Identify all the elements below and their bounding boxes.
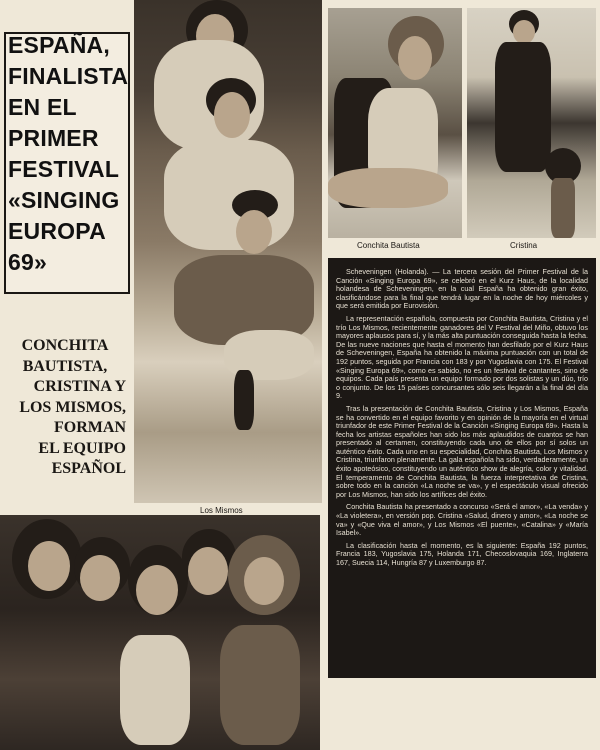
photo-los-mismos — [134, 0, 322, 503]
photo-group — [0, 515, 320, 750]
figure-shape — [214, 92, 250, 138]
headline-line: «SINGING — [8, 187, 120, 213]
article-paragraph: La representación española, compuesta por Conchita Bautista, Cristina y el trío Los Mismos, recientemente ganadores del V Festival del Miño, obtuvo los mayores aplausos para sí, y la más alta puntuación conseguida hasta la fecha. De las nueve naciones que hasta el momento han desfilado por el Kurz Haus de Scheveningen, España ha obtenido la máxima puntuación con un total de 192 puntos, seguida por Francia con 183 y por Yugoslavia con 175. El Festival «Singing Europa 69», como es sabido, no es un festival de cantantes, sino de equipos. Cada país presenta un equipo formado por dos solistas y un dúo, trío o conjunto. De los 15 países concursantes sólo seis llegarán a la final del día 9. — [336, 313, 588, 401]
headline-line: EN EL — [8, 94, 77, 120]
headline-line: PRIMER — [8, 125, 99, 151]
figure-shape — [236, 210, 272, 254]
subheadline — [4, 336, 126, 480]
figure-shape — [234, 370, 254, 430]
figure-shape — [120, 635, 190, 745]
subheadline-line: EL EQUIPO — [38, 439, 126, 457]
photo-cristina — [467, 8, 596, 238]
headline-line: 69» — [8, 249, 47, 275]
article-text-block — [328, 258, 596, 678]
subheadline-line: CONCHITA — [21, 337, 109, 354]
article-paragraph: Tras la presentación de Conchita Bautista, Cristina y Los Mismos, España se ha convertido en el equipo favorito y en opinión de la mayoría en el virtual triunfador de este Primer Festival de la Canción «Singing Europa 69». Hasta la fecha los artistas españoles han sido los más aplaudidos de cuantos se han presentado al certamen, constituyendo cada uno de ellos por sí solos un auténtico éxito. Cada uno en su especialidad, Conchita Bautista, Los Mismos y Cristina, triunfaron plenamente. La gala española ha sido, verdaderamente, un éxito apoteósico, constituyendo un auténtico show de alegría, color y vitalidad. El temperamento de Conchita Bautista, la fuerza interpretativa de Cristina, sobre todo en la canción «La noche se va», y el espectáculo visual ofrecido por Los Mismos, han sido los artífices del éxito. — [336, 403, 588, 499]
caption-los-mismos: Los Mismos — [200, 506, 243, 515]
figure-shape — [80, 555, 120, 601]
figure-shape — [398, 36, 432, 80]
figure-shape — [136, 565, 178, 615]
figure-shape — [28, 541, 70, 591]
caption-conchita-bautista: Conchita Bautista — [357, 241, 420, 250]
figure-shape — [328, 168, 448, 208]
figure-shape — [551, 178, 575, 238]
headline-line: ESPAÑA, — [8, 32, 110, 58]
subheadline-line: ESPAÑOL — [51, 460, 126, 477]
figure-shape — [513, 20, 535, 44]
headline — [8, 30, 129, 278]
figure-shape — [244, 557, 284, 605]
article-body — [336, 268, 588, 572]
caption-cristina: Cristina — [510, 241, 538, 250]
figure-shape — [220, 625, 300, 745]
figure-shape — [495, 42, 551, 172]
article-paragraph: Scheveningen (Holanda). — La tercera sesión del Primer Festival de la Canción «Singing Europa 69», se celebró en el Kurz Haus, de la localidad holandesa de Scheveningen, en la cual España ha obtenido gran éxito, clasificándose para la final que tendrá lugar en la noche de hoy miércoles y que será emitida por Eurovisión. — [336, 267, 588, 311]
figure-shape — [164, 140, 294, 250]
article-paragraph: La clasificación hasta el momento, es la siguiente: España 192 puntos, Francia 183, Yugoslavia 175, Holanda 171, Checoslovaquia 169, Inglaterra 167, Suecia 114, Hungría 87 y Luxemburgo 87. — [336, 540, 588, 567]
photo-conchita-bautista — [328, 8, 462, 238]
subheadline-line: BAUTISTA, — [22, 357, 108, 375]
headline-line: FINALISTA — [8, 63, 129, 89]
figure-shape — [188, 547, 228, 595]
subheadline-line: LOS MISMOS, — [19, 398, 126, 416]
subheadline-line: FORMAN — [54, 419, 126, 436]
article-paragraph: Conchita Bautista ha presentado a concurso «Será el amor», «La venda» y «La violetera», en versión pop. Cristina «Salud, dinero y amor», «La noche se va» y «Que viva el amor», y Los Mismos «El puente», «Catalina» y «María Isabel». — [336, 502, 588, 538]
headline-line: FESTIVAL — [8, 156, 120, 182]
headline-line: EUROPA — [8, 218, 106, 244]
subheadline-line: CRISTINA Y — [33, 378, 126, 395]
